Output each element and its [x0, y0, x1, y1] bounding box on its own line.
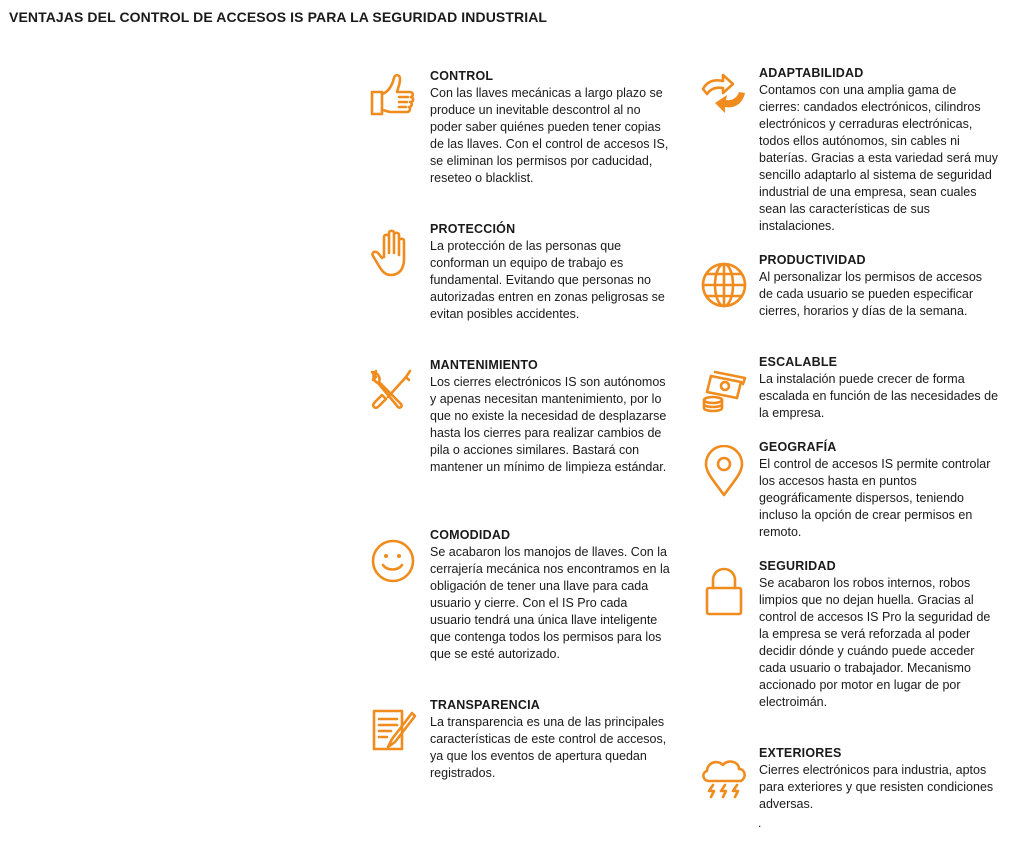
feature-heading: ADAPTABILIDAD [759, 66, 864, 80]
feature-seguridad [759, 558, 999, 711]
feature-description: Los cierres electrónicos IS son autónomos y apenas necesitan mantenimiento, por lo que no existe la necesidad de desplazarse hasta los cierres para realizar cambios de pila o acciones similares. Bastará con mantener un mínimo de limpieza estándar. [430, 375, 667, 474]
feature-description: Se acabaron los robos internos, robos limpios que no dejan huella. Gracias al control de accesos IS Pro la seguridad de la empresa se verá reforzada al poder decidir dónde y cuándo puede acceder cada usuario o trabajador. Mecanismo accionado por motor en lugar de por electroimán. [759, 576, 991, 709]
feature-exteriores [759, 745, 999, 813]
feature-transparencia [430, 697, 670, 782]
feature-heading: PROTECCIÓN [430, 222, 516, 236]
feature-heading: TRANSPARENCIA [430, 698, 541, 712]
feature-mantenimiento [430, 357, 670, 476]
location-pin-icon [697, 445, 751, 499]
feature-description: El control de accesos IS permite controlar los accesos hasta en puntos geográficamente dispersos, teniendo incluso la opción de crear permisos en remoto. [759, 457, 991, 539]
feature-description: La instalación puede crecer de forma escalada en función de las necesidades de la empresa. [759, 372, 999, 420]
feature-description: La transparencia es una de las principales características de este control de accesos, ya que los eventos de apertura quedan registrados. [430, 715, 667, 780]
document-pen-icon [366, 703, 420, 757]
thumbs-up-icon [366, 68, 420, 122]
feature-control [430, 68, 670, 187]
page-title: VENTAJAS DEL CONTROL DE ACCESOS IS PARA LA SEGURIDAD INDUSTRIAL [9, 9, 548, 25]
feature-heading: EXTERIORES [759, 746, 842, 760]
feature-heading: COMODIDAD [430, 528, 511, 542]
trailing-dot: . [758, 816, 762, 830]
feature-description: Con las llaves mecánicas a largo plazo se produce un inevitable descontrol al no poder saber quiénes pueden tener copias de las llaves. Con el control de accesos IS, se eliminan los permisos por caducidad, reseteo o blacklist. [430, 86, 669, 185]
feature-productividad [759, 252, 999, 320]
arrows-icon [697, 67, 751, 121]
hand-icon [366, 227, 420, 281]
feature-description: Cierres electrónicos para industria, aptos para exteriores y que resisten condiciones adversas. [759, 763, 994, 811]
feature-adaptabilidad [759, 65, 999, 235]
tools-icon [366, 363, 420, 417]
money-icon [697, 362, 751, 416]
padlock-icon [697, 564, 751, 618]
feature-escalable [759, 354, 999, 422]
feature-description: Contamos con una amplia gama de cierres: candados electrónicos, cilindros electrónicos y cerraduras electrónicas, todos ellos autónomos, sin cables ni baterías. Gracias a esta variedad será muy sencillo adaptarlo al sistema de seguridad industrial de una empresa, sean cuales sean las características de sus instalaciones. [759, 83, 999, 233]
feature-proteccion [430, 221, 670, 323]
feature-description: Al personalizar los permisos de accesos de cada usuario se pueden especificar cierres, horarios y días de la semana. [759, 270, 983, 318]
feature-heading: GEOGRAFÍA [759, 440, 837, 454]
feature-heading: ESCALABLE [759, 355, 838, 369]
feature-heading: CONTROL [430, 69, 494, 83]
feature-description: Se acabaron los manojos de llaves. Con la cerrajería mecánica nos encontramos en la obligación de tener una llave para cada usuario y cierre. Con el IS Pro cada usuario tendrá una única llave inteligente que contenga todos los permisos para los que se esté autorizado. [430, 545, 670, 661]
feature-heading: MANTENIMIENTO [430, 358, 538, 372]
globe-icon [697, 258, 751, 312]
feature-comodidad [430, 527, 670, 663]
feature-heading: SEGURIDAD [759, 559, 836, 573]
feature-heading: PRODUCTIVIDAD [759, 253, 866, 267]
feature-description: La protección de las personas que conforman un equipo de trabajo es fundamental. Evitando que personas no autorizadas entren en zonas peligrosas se evitan posibles accidentes. [430, 239, 665, 321]
storm-cloud-icon [697, 751, 751, 805]
smiley-icon [366, 533, 420, 587]
feature-geografia [759, 439, 999, 541]
